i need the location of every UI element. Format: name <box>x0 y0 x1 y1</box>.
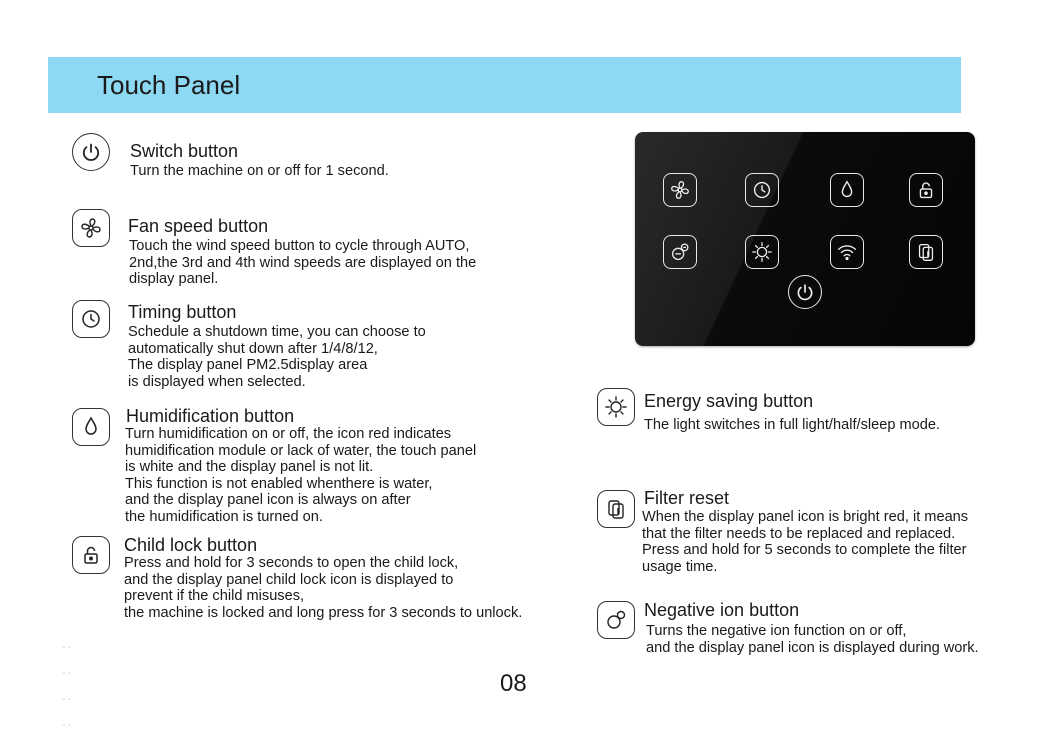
margin-mark: - - <box>62 694 72 705</box>
timer-icon <box>72 300 110 338</box>
fan-icon <box>663 173 697 207</box>
wifi-icon <box>830 235 864 269</box>
lock-icon <box>72 536 110 574</box>
fan-icon <box>72 209 110 247</box>
page-number: 08 <box>500 670 527 697</box>
timing-title: Timing button <box>128 302 237 322</box>
switch-desc: Turn the machine on or off for 1 second. <box>130 163 389 179</box>
header-banner <box>48 57 961 113</box>
margin-mark: - - <box>62 642 72 653</box>
water-drop-icon <box>830 173 864 207</box>
touch-panel-illustration <box>635 132 975 346</box>
sun-icon <box>597 388 635 426</box>
negative-ion-icon <box>663 235 697 269</box>
margin-mark: - - <box>62 668 72 679</box>
timing-desc: Schedule a shutdown time, you can choose to automatically shut down after 1/4/8/12, The display panel PM2.5display area is displayed when selected. <box>128 324 426 390</box>
negative-ion-title: Negative ion button <box>644 600 800 620</box>
timer-icon <box>745 173 779 207</box>
power-icon <box>788 275 822 309</box>
child-lock-title: Child lock button <box>124 535 258 555</box>
switch-title: Switch button <box>130 141 239 161</box>
filter-icon <box>597 490 635 528</box>
humidification-title: Humidification button <box>126 406 295 426</box>
humidification-desc: Turn humidification on or off, the icon red indicates humidification module or lack of water, the touch panel is white and the display panel is not lit. This function is not enabled whenthere is water, and the display panel icon is always on after the humidification is turned on. <box>125 426 477 525</box>
lock-icon <box>909 173 943 207</box>
margin-mark: - - <box>62 720 72 731</box>
filter-reset-title: Filter reset <box>644 488 730 508</box>
water-drop-icon <box>72 408 110 446</box>
energy-saving-desc: The light switches in full light/half/sleep mode. <box>644 417 941 433</box>
power-icon <box>72 133 110 171</box>
filter-reset-desc: When the display panel icon is bright red, it means that the filter needs to be replaced and replaced. Press and hold for 5 seconds to complete the filter usage time. <box>642 509 969 575</box>
filter-icon <box>909 235 943 269</box>
child-lock-desc: Press and hold for 3 seconds to open the child lock, and the display panel child lock icon is displayed to prevent if the child misuses, the machine is locked and long press for 3 seconds to unlock. <box>124 555 523 621</box>
page-title: Touch Panel <box>97 70 241 100</box>
negative-ion-icon <box>597 601 635 639</box>
energy-saving-title: Energy saving button <box>644 391 814 411</box>
fan-desc: Touch the wind speed button to cycle through AUTO, 2nd,the 3rd and 4th wind speeds are displayed on the display panel. <box>129 238 477 288</box>
fan-title: Fan speed button <box>128 216 269 236</box>
negative-ion-desc: Turns the negative ion function on or off, and the display panel icon is displayed during work. <box>646 623 979 656</box>
sun-icon <box>745 235 779 269</box>
